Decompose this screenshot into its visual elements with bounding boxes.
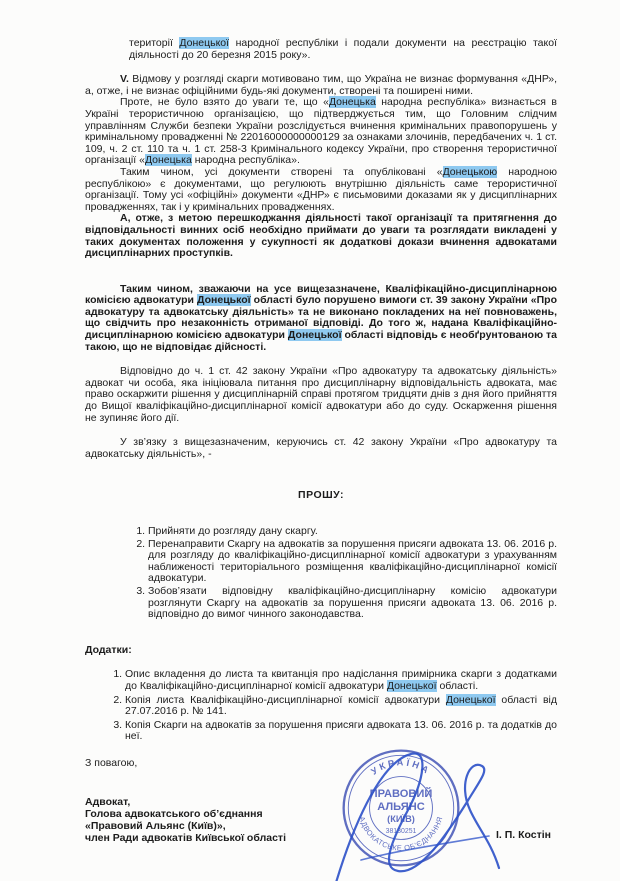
text-run: народна республіка». bbox=[191, 154, 300, 167]
list-item bbox=[148, 586, 557, 621]
text-run: Опис вкладення до листа та квитанція про надіслання примірника скарги з додатками до Кваліфікаційно-дисциплінарної комісії адвокатури bbox=[125, 668, 557, 692]
text-run: А, отже, з метою перешкоджання діяльності такої організації та притягнення до відповідальності винних осіб необхідно приймати до уваги та розглядати викладені у таких документах положення у сукупності як додаткові докази вчинення адвокатами дисциплінарних проступків. bbox=[85, 212, 557, 260]
search-highlight: Донецької bbox=[386, 679, 437, 692]
bold-paragraph bbox=[85, 213, 557, 259]
text-run: Зобов’язати відповідну кваліфікаційно-дисциплінарну комісію адвокатури розглянути Скаргу на адвокатів за порушення присяги адвоката 13. 06. 2016 р. відповідно до вимог чинного законодавства. bbox=[148, 584, 557, 621]
search-highlight: Донецької bbox=[179, 37, 230, 49]
handwritten-signature bbox=[321, 740, 511, 881]
text-run: Таким чином, усі документи створені та опубліковані « bbox=[120, 165, 443, 178]
search-highlight: Донецькою bbox=[442, 165, 498, 178]
signer-title-line: член Ради адвокатів Київської області bbox=[85, 832, 286, 845]
closing-line: З повагою, bbox=[85, 757, 138, 769]
signer-title-line: Голова адвокатського об’єднання bbox=[85, 807, 263, 820]
text-run: Перенаправити Скаргу на адвокатів за порушення присяги адвоката 13. 06. 2016 р. для розгляду до кваліфікаційно-дисциплінарної комісії адвокатури з урахуванням наближеності територіального розміщення кваліфікаційно-дисциплінарної комісії адвокатури. bbox=[148, 537, 557, 585]
signer-title-line: Адвокат, bbox=[85, 795, 131, 808]
text-run: області від 27.07.2016 р. № 141. bbox=[125, 693, 557, 718]
stamp-arc-bottom-text: АДВОКАТСЬКЕ ОБ’ЄДНАННЯ bbox=[357, 815, 445, 853]
bold-paragraph bbox=[85, 284, 557, 354]
section-heading bbox=[85, 490, 557, 502]
paragraph bbox=[85, 437, 557, 460]
list-item bbox=[148, 539, 557, 585]
text-run: ПРОШУ: bbox=[298, 489, 344, 502]
list-item bbox=[125, 695, 557, 718]
text-run: Прийняти до розгляду дану скаргу. bbox=[148, 525, 318, 537]
signer-title-line: «Правовий Альянс (Київ)», bbox=[85, 820, 226, 832]
paragraph bbox=[85, 97, 557, 167]
text-run: V. bbox=[120, 73, 129, 86]
search-highlight: Донецької bbox=[197, 294, 251, 307]
text-run: Копія листа Кваліфікаційно-дисциплінарної комісії адвокатури bbox=[125, 693, 446, 706]
text-run: У зв’язку з вищезазначеним, керуючись ст. 42 закону України «Про адвокатуру та адвокатську діяльність», - bbox=[85, 436, 557, 460]
request-list bbox=[85, 526, 557, 621]
signature-section bbox=[85, 757, 557, 853]
stamp-line3: (КИЇВ) bbox=[387, 813, 415, 824]
text-run: Таким чином, зважаючи на усе вищезазначене, Кваліфікаційно-дисциплінарною комісією адвокатури bbox=[85, 282, 557, 307]
stamp-line2: АЛЬЯНС bbox=[377, 800, 425, 813]
stamp-code: 38130251 bbox=[385, 827, 417, 835]
search-highlight: Донецька bbox=[144, 154, 192, 167]
text-run: Проте, не було взято до уваги те, що « bbox=[120, 96, 329, 109]
search-highlight: Донецької bbox=[287, 329, 342, 342]
attachments-label bbox=[85, 645, 557, 657]
attachments-list bbox=[85, 669, 557, 743]
text-run: народною республікою» є документами, що регулюють внутрішню діяльність саме терористичної організації. Тому усі «офіційні» документи «ДНР» є письмовими доказами як у дисциплінарних провадженнях, так і у кримінальних провадженнях. bbox=[85, 165, 557, 213]
paragraph bbox=[85, 366, 557, 424]
list-item bbox=[125, 669, 557, 692]
search-highlight: Донецька bbox=[328, 96, 376, 109]
stamp-arc-top-text: УКРАЇНА bbox=[369, 757, 433, 777]
text-run: області. bbox=[436, 679, 479, 692]
text-run: області відповідь є необґрунтованою та такою, що не відповідає дійсності. bbox=[85, 329, 557, 353]
text-run: Додатки: bbox=[85, 643, 132, 656]
signer-name: І. П. Костін bbox=[495, 829, 551, 841]
paragraph bbox=[85, 167, 557, 213]
text-run: території bbox=[129, 37, 180, 49]
text-run: Копія Скарги на адвокатів за порушення присяги адвоката 13. 06. 2016 р. та додатків до неї. bbox=[125, 718, 557, 743]
text-run: області було порушено вимоги ст. 39 закону України «Про адвокатуру та адвокатську діяльність» та не виконано покладених на неї повноважень, що свідчить про незаконність отриманої відповіді. До того ж, надана Кваліфікаційно-дисциплінарною комісією адвокатури bbox=[85, 294, 558, 342]
text-run: народна республіка» визнається в Україні терористичною організацією, що підтверджується тим, що Головним слідчим управлінням Служби безпеки України розслідується вчинення кримінальних правопорушень у кримінальному провадженні № 22016000000000129 за ознаками злочинів, передбачених ч. 1 ст. 109, ч. 2 ст. 110 та ч. 1 ст. 258-3 Кримінального кодексу України, про створення терористичної організації « bbox=[85, 96, 557, 167]
stamp-line1: ПРАВОВИЙ bbox=[369, 787, 433, 800]
document-body bbox=[85, 38, 557, 743]
search-highlight: Донецької bbox=[445, 693, 496, 706]
paragraph bbox=[85, 74, 557, 97]
quoted-paragraph bbox=[129, 38, 557, 61]
text-run: Відповідно до ч. 1 ст. 42 закону України «Про адвокатуру та адвокатську діяльність» адвокат чи особа, яка ініціювала питання про дисциплінарну відповідальність адвоката, має право оскаржити рішення у дисциплінарній справі протягом тридцяти днів з дня його прийняття до Вищої кваліфікаційно-дисциплінарної комісії адвокатури або до суду. Оскарження рішення не зупиняє його дії. bbox=[85, 365, 557, 424]
text-run: народної республіки і подали документи на реєстрацію такої діяльності до 20 березня 2015 року». bbox=[129, 37, 557, 61]
list-item bbox=[148, 526, 557, 538]
text-run: Відмову у розгляді скарги мотивовано тим, що Україна не визнає формування «ДНР», а, отже, і не визнає офіційними будь-які документи, створені та поширені ними. bbox=[85, 73, 557, 97]
